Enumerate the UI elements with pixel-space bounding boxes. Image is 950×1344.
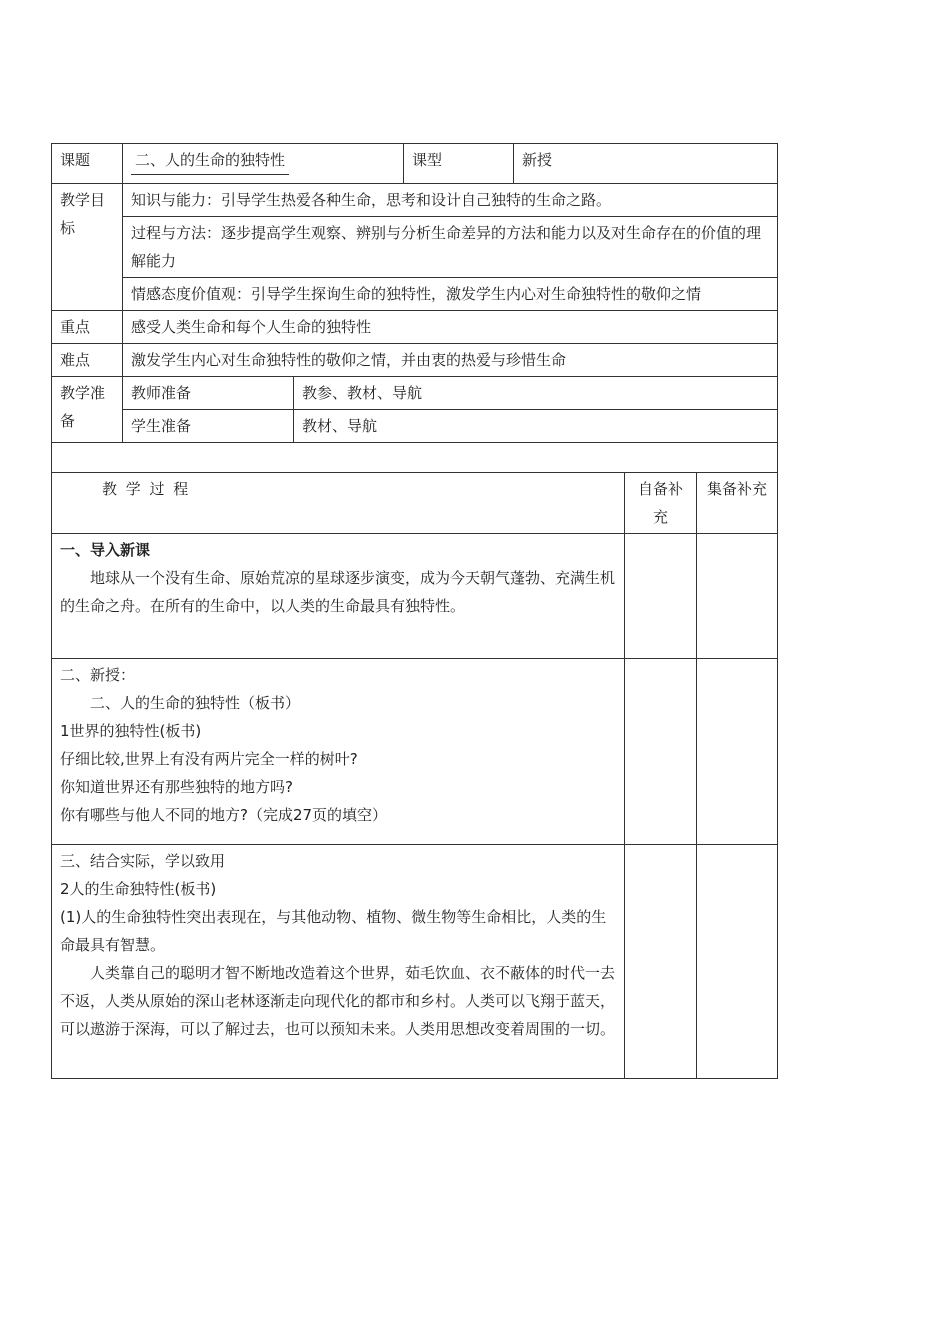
- section-new-line-5: 你有哪些与他人不同的地方?（完成27页的填空）: [60, 806, 388, 824]
- section-new-line-1: 二、人的生命的独特性（板书）: [90, 694, 301, 712]
- lesson-plan: [51, 143, 777, 1079]
- process-header: 教 学 过 程: [52, 473, 625, 534]
- teacher-prep-value: 教参、教材、导航: [294, 377, 778, 410]
- lesson-info-table: [51, 143, 778, 473]
- self-prep-header: 自备补充: [625, 473, 697, 534]
- objective-knowledge: 知识与能力：引导学生热爱各种生命，思考和设计自己独特的生命之路。: [123, 184, 778, 217]
- section-new-line-2: 1世界的独特性(板书): [60, 722, 202, 740]
- section-new: [52, 659, 625, 845]
- section-apply-line-1: 2人的生命独特性(板书): [60, 880, 217, 898]
- student-prep-value: 教材、导航: [294, 410, 778, 443]
- spacer-row: [52, 443, 778, 473]
- section-apply-group: [697, 845, 778, 1079]
- key-point-value: 感受人类生命和每个人生命的独特性: [123, 311, 778, 344]
- section-new-line-4: 你知道世界还有那些独特的地方吗?: [60, 778, 293, 796]
- group-prep-header: 集备补充: [697, 473, 778, 534]
- key-point-label: 重点: [52, 311, 123, 344]
- teacher-prep-label: 教师准备: [123, 377, 294, 410]
- section-apply-line-2: (1)人的生命独特性突出表现在，与其他动物、植物、微生物等生命相比，人类的生命最具有智慧。: [60, 908, 607, 954]
- section-new-line-3: 仔细比较,世界上有没有两片完全一样的树叶?: [60, 750, 358, 768]
- student-prep-label: 学生准备: [123, 410, 294, 443]
- prep-label: 教学准备: [52, 377, 123, 443]
- section-intro-group: [697, 534, 778, 659]
- section-intro-title: 一、导入新课: [60, 541, 151, 559]
- section-intro-text: 地球从一个没有生命、原始荒凉的星球逐步演变，成为今天朝气蓬勃、充满生机的生命之舟。在所有的生命中，以人类的生命最具有独特性。: [60, 569, 616, 615]
- difficulty-value: 激发学生内心对生命独特性的敬仰之情，并由衷的热爱与珍惜生命: [123, 344, 778, 377]
- section-apply: [52, 845, 625, 1079]
- section-new-title: 二、新授：: [60, 666, 136, 684]
- section-apply-self: [625, 845, 697, 1079]
- topic-value: 二、人的生命的独特性: [131, 146, 289, 175]
- section-new-group: [697, 659, 778, 845]
- objective-process: 过程与方法：逐步提高学生观察、辨别与分析生命差异的方法和能力以及对生命存在的价值的理解能力: [123, 217, 778, 278]
- topic-label: 课题: [52, 144, 123, 184]
- section-intro: [52, 534, 625, 659]
- section-apply-title: 三、结合实际，学以致用: [60, 852, 226, 870]
- objectives-label: 教学目标: [52, 184, 123, 311]
- type-label: 课型: [404, 144, 514, 184]
- difficulty-label: 难点: [52, 344, 123, 377]
- objective-emotion: 情感态度价值观：引导学生探询生命的独特性，激发学生内心对生命独特性的敬仰之情: [123, 278, 778, 311]
- section-intro-self: [625, 534, 697, 659]
- section-apply-line-3: 人类靠自己的聪明才智不断地改造着这个世界，茹毛饮血、衣不蔽体的时代一去不返，人类从原始的深山老林逐渐走向现代化的都市和乡村。人类可以飞翔于蓝天，可以遨游于深海，可以了解过去，也可以预知未来。人类用思想改变着周围的一切。: [60, 964, 616, 1038]
- section-new-self: [625, 659, 697, 845]
- type-value: 新授: [514, 144, 778, 184]
- process-table: [51, 472, 778, 1079]
- topic-value-cell: [123, 144, 404, 184]
